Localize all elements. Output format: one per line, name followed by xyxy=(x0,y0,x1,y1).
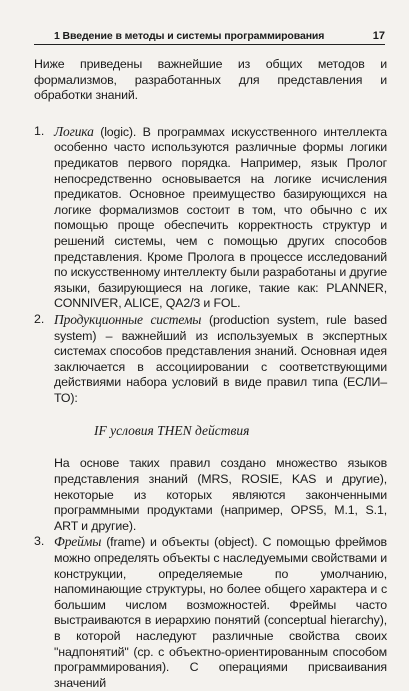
list-item-logic xyxy=(34,124,387,312)
page-number: 17 xyxy=(372,30,385,42)
item-term: Логика xyxy=(54,123,94,139)
item-number: 2. xyxy=(34,311,45,326)
running-header xyxy=(34,30,385,45)
chapter-title: 1 Введение в методы и системы программирования xyxy=(54,30,325,42)
item-text: (frame) и объекты (object). С помощью фреймов можно определять объекты с наследуемыми свойствами и конструкции, определяемые по умолчанию, напоминающие структуры, но более общего характера и с большим числом возможностей. Фреймы часто выстраиваются в иерархию понятий (conceptual hierarchy), в которой наследуют различные свойства своих "надпонятий" (ср. с объектно-ориентированным способом программирования). С операциями присваивания значений xyxy=(54,535,387,690)
item-paragraph-continued: На основе таких правил создано множество языков представления знаний (MRS, ROSIE, KAS и другие), некоторые из которых являются законченными программными продуктами (например, OPS5, M.1, S.1, ART и другие). xyxy=(54,456,387,533)
item-paragraph xyxy=(54,312,387,407)
intro-paragraph: Ниже приведены важнейшие из общих методов и формализмов, разработанных для представления и обработки знаний. xyxy=(34,57,387,103)
list-item-frames xyxy=(34,534,387,691)
item-text: (logic). В программах искусственного интеллекта особенно часто используются различные формы логики предикатов первого порядка. Например, язык Пролог непосредственно основывается на логике исчисления предикатов. Основное преимущество базирующихся на логике формализмов состоит в том, что обычно с их помощью проще обеспечить корректность структур и решений системы, чем с помощью других способов представления. Кроме Пролога в процессе исследований по искусственному интеллекту были разработаны и другие языки, базирующиеся на логике, такие как: PLANNER, CONNIVER, ALICE, QA2/3 и FOL. xyxy=(54,124,387,311)
item-text: (production system, rule based system) – важнейший из используемых в экспертных системах способов представления знаний. Основная идея заключается в ассоциировании с соответствующими действиями набора условий в виде правил типа (ЕСЛИ–ТО): xyxy=(54,312,388,405)
item-number: 1. xyxy=(34,123,45,138)
item-paragraph xyxy=(54,534,387,691)
item-paragraph xyxy=(54,124,387,312)
item-term: Фреймы xyxy=(54,534,102,550)
methods-list xyxy=(34,124,387,691)
item-term: Продукционные системы xyxy=(54,311,202,327)
item-number: 3. xyxy=(34,534,45,549)
list-item-production-systems xyxy=(34,312,387,535)
rule-formula: IF условия THEN действия xyxy=(94,423,250,439)
